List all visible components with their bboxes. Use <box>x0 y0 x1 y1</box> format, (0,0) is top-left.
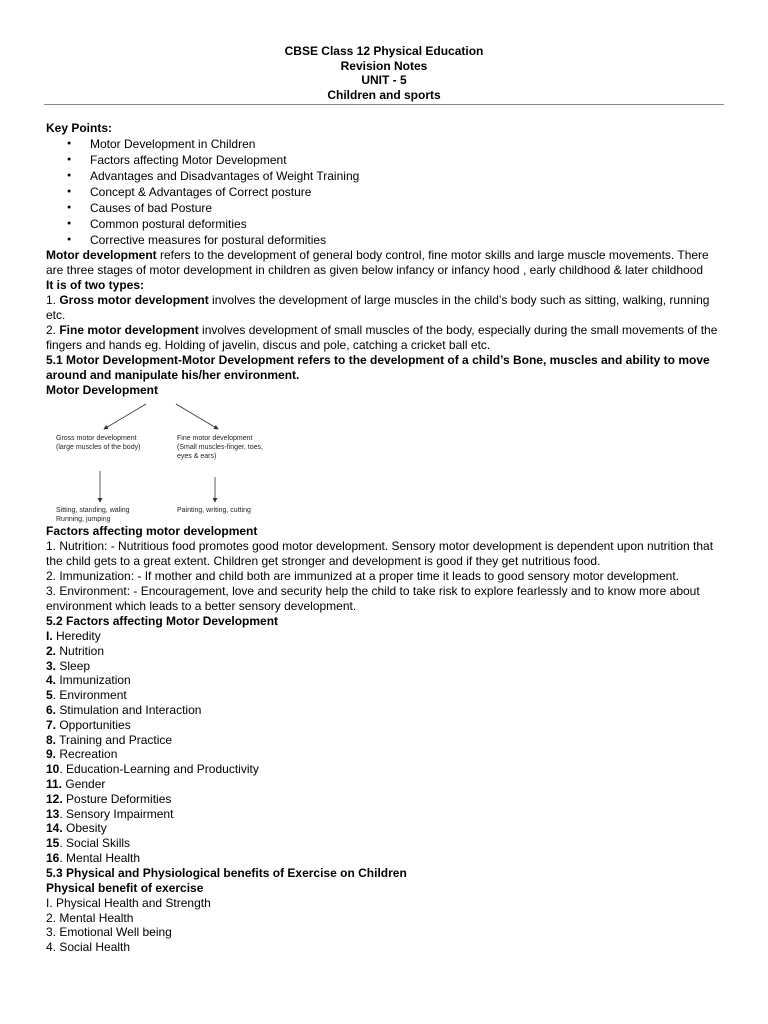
list-item-number: 14. <box>46 821 63 836</box>
factors-title: Factors affecting motor development <box>46 524 258 538</box>
list-item-number: 2. <box>46 643 57 658</box>
motor-development-text: refers to the development of general body control, fine motor skills and large muscle movements. There are three stages of motor development in children as given below infancy or infancy hood , early childhood & later childhood <box>46 248 709 277</box>
fine-motor-term: Fine motor development <box>59 323 199 337</box>
list-item-number: 10 <box>46 762 60 777</box>
list-item-number: 4. <box>46 673 57 688</box>
section-5-1-heading: 5.1 Motor Development-Motor Development refers to the development of a child’s Bone, muscles and ability to move around and manipulate his/her environment. <box>46 353 710 382</box>
arrow-to-gross <box>104 404 146 429</box>
list-item-text: Immunization <box>56 673 131 688</box>
document-page <box>46 44 722 955</box>
motor-development-diagram <box>46 398 722 524</box>
key-point-item: ● Advantages and Disadvantages of Weight Training <box>46 168 722 184</box>
list-item-number: 16 <box>46 850 60 865</box>
list-item <box>46 644 722 659</box>
motor-development-term: Motor development <box>46 248 157 262</box>
arrow-to-fine <box>176 404 218 429</box>
list-item-text: . Sensory Impairment <box>59 806 174 821</box>
list-item <box>46 821 722 836</box>
list-item: 3. Emotional Well being <box>46 925 172 940</box>
motor-development-paragraph <box>46 248 722 278</box>
list-item-number: 12. <box>46 791 63 806</box>
list-item-text: Recreation <box>56 747 118 762</box>
list-item-text: . Mental Health <box>59 850 141 865</box>
list-item-text: . Education-Learning and Productivity <box>59 762 259 777</box>
list-item-number: 11. <box>46 776 63 791</box>
list-item <box>46 836 722 851</box>
two-types-title: It is of two types: <box>46 278 145 292</box>
key-points-title: Key Points: <box>46 121 113 135</box>
section-5-3-list <box>46 896 722 955</box>
list-item-text: . Environment <box>52 688 127 703</box>
list-item-number: 15 <box>46 836 60 851</box>
section-5-3-subheading: Physical benefit of exercise <box>46 880 204 895</box>
section-5-2-heading: 5.2 Factors affecting Motor Development <box>46 614 279 628</box>
list-item <box>46 733 722 748</box>
factor-item: 1. Nutrition: - Nutritious food promotes good motor development. Sensory motor development is dependent upon nutrition that the child gets to a great extent. Children get stronger and development is good if they get nutritious food. <box>46 539 714 568</box>
gross-motor-text: involves the development of large muscles in the child’s body such as sitting, walking, running etc. <box>46 293 710 322</box>
fine-motor-paragraph <box>46 323 722 353</box>
list-item: 4. Social Health <box>46 940 131 955</box>
list-item-text: Heredity <box>52 629 101 643</box>
key-point-item: ● Motor Development in Children <box>46 136 722 152</box>
list-item <box>46 718 722 733</box>
list-item <box>46 659 722 674</box>
document-header <box>46 44 722 102</box>
list-item-text: Nutrition <box>56 643 105 658</box>
header-topic: Children and sports <box>327 87 441 102</box>
fine-motor-box-sub2: eyes & ears) <box>177 453 217 460</box>
header-unit: UNIT - 5 <box>361 73 407 87</box>
list-item <box>46 747 722 762</box>
fine-motor-box-title: Fine motor development <box>177 435 253 442</box>
section-5-3-heading: 5.3 Physical and Physiological benefits of Exercise on Children <box>46 865 407 880</box>
list-item <box>46 629 722 644</box>
gross-motor-box-title: Gross motor development <box>56 435 137 442</box>
list-item-text: Obesity <box>62 821 107 836</box>
gross-motor-example-2: Running, jumping <box>56 516 111 523</box>
list-item <box>46 792 722 807</box>
factor-item: 2. Immunization: - If mother and child both are immunized at a proper time it leads to good sensory motor development. <box>46 569 679 583</box>
list-item <box>46 807 722 822</box>
gross-motor-example-1: Sitting, standing, waling <box>56 507 130 514</box>
list-item-text: . Social Skills <box>59 836 131 851</box>
list-item-number: 9. <box>46 747 57 762</box>
gross-motor-term: Gross motor development <box>59 293 209 307</box>
list-item-text: Posture Deformities <box>62 791 172 806</box>
key-point-item: ● Concept & Advantages of Correct posture <box>46 184 722 200</box>
list-item-number: 3. <box>46 658 57 673</box>
section-5-2-list <box>46 629 722 866</box>
diagram-title: Motor Development <box>46 383 159 397</box>
key-point-item: ● Causes of bad Posture <box>46 200 722 216</box>
header-subtitle: Revision Notes <box>340 58 428 73</box>
list-item <box>46 688 722 703</box>
key-point-item: ● Factors affecting Motor Development <box>46 152 722 168</box>
list-item-text: Gender <box>62 776 106 791</box>
factor-item: 3. Environment: - Encouragement, love and security help the child to take risk to explore fearlessly and to know more about environment which leads to a better sensory development. <box>46 584 700 613</box>
fine-motor-example: Painting, writing, cutting <box>177 507 251 514</box>
list-item-text: Sleep <box>56 658 91 673</box>
list-item-text: Stimulation and Interaction <box>56 702 202 717</box>
list-item-text: Opportunities <box>56 717 131 732</box>
list-item <box>46 703 722 718</box>
header-title: CBSE Class 12 Physical Education <box>284 44 484 58</box>
list-item-number: 7. <box>46 717 57 732</box>
list-item: I. Physical Health and Strength <box>46 895 211 910</box>
list-item-number: I. <box>46 629 53 643</box>
list-item: 2. Mental Health <box>46 910 134 925</box>
key-points-list <box>46 136 722 248</box>
gross-motor-box-sub: (large muscles of the body) <box>56 444 141 451</box>
gross-motor-number: 1. <box>46 293 60 307</box>
key-point-item: ● Corrective measures for postural deformities <box>46 232 722 248</box>
list-item-number: 13 <box>46 806 60 821</box>
list-item-number: 8. <box>46 732 57 747</box>
fine-motor-text: involves development of small muscles of the body, especially during the small movements of the fingers and hands eg. Holding of javelin, discus and pole, catching a cricket ball etc. <box>46 323 718 352</box>
list-item <box>46 673 722 688</box>
key-point-item: ● Common postural deformities <box>46 216 722 232</box>
fine-motor-number: 2. <box>46 323 60 337</box>
list-item-text: Training and Practice <box>56 732 173 747</box>
header-divider <box>44 104 724 105</box>
fine-motor-box-sub1: (Small muscles-finger, toes, <box>177 444 263 451</box>
list-item-number: 6. <box>46 702 57 717</box>
list-item <box>46 762 722 777</box>
gross-motor-paragraph <box>46 293 722 323</box>
list-item <box>46 851 722 866</box>
list-item-number: 5 <box>46 688 53 703</box>
list-item <box>46 777 722 792</box>
